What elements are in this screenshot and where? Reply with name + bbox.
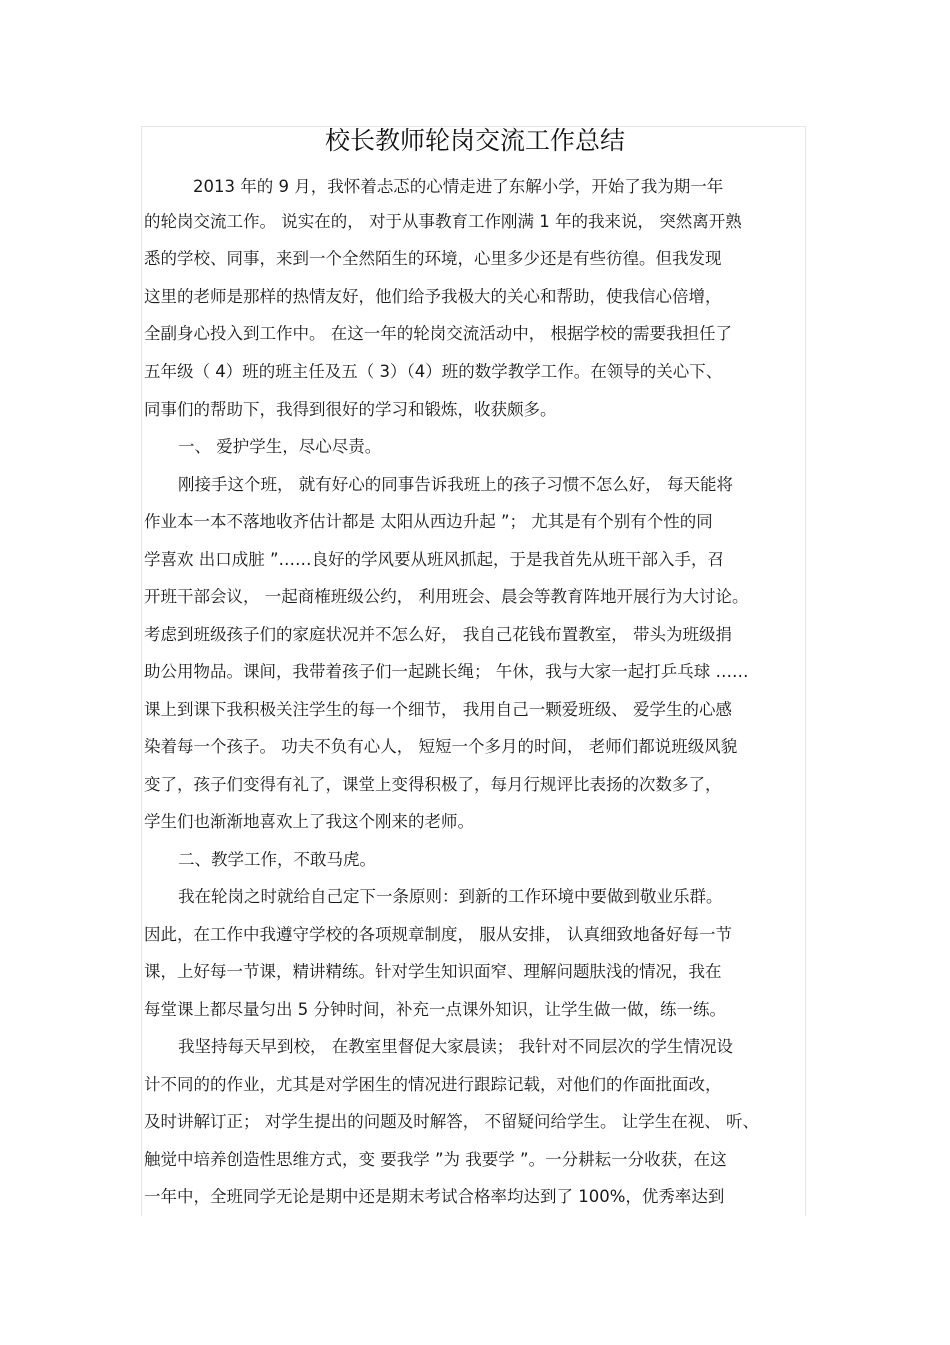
paragraph-line: 助公用物品。课间，我带着孩子们一起跳长绳； 午休，我与大家一起打乒乓球 …… <box>144 662 749 681</box>
paragraph-line: 考虑到班级孩子们的家庭状况并不怎么好， 我自己花钱布置教室， 带头为班级捐 <box>144 625 732 644</box>
paragraph-line: 作业本一本不落地收齐估计都是 太阳从西边升起 ”； 尤其是有个别有个性的同 <box>144 512 713 531</box>
paragraph-line: 2013 年的 9 月，我怀着忐忑的心情走进了东解小学，开始了我为期一年 <box>193 177 724 196</box>
paragraph-line: 同事们的帮助下，我得到很好的学习和锻炼，收获颇多。 <box>144 400 557 419</box>
paragraph-line: 刚接手这个班， 就有好心的同事告诉我班上的孩子习惯不怎么好， 每天能将 <box>178 475 733 494</box>
paragraph-line: 悉的学校、同事，来到一个全然陌生的环境，心里多少还是有些彷徨。但我发现 <box>144 249 722 268</box>
paragraph-line: 触觉中培养创造性思维方式，变 要我学 ”为 我要学 ”。一分耕耘一分收获，在这 <box>144 1150 727 1169</box>
section-heading: 一、 爱护学生，尽心尽责。 <box>178 437 382 456</box>
paragraph-line: 开班干部会议， 一起商榷班级公约， 利用班会、晨会等教育阵地开展行为大讨论。 <box>144 587 749 606</box>
paragraph-line: 我在轮岗之时就给自己定下一条原则：到新的工作环境中要做到敬业乐群。 <box>178 887 723 906</box>
paragraph-line: 染着每一个孩子。 功夫不负有心人， 短短一个多月的时间， 老师们都说班级风貌 <box>144 737 738 756</box>
paragraph-line: 这里的老师是那样的热情友好，他们给予我极大的关心和帮助，使我信心倍增， <box>144 287 722 306</box>
section-heading: 二、教学工作，不敢马虎。 <box>178 850 376 869</box>
paragraph-line: 每堂课上都尽量匀出 5 分钟时间，补充一点课外知识，让学生做一做，练一练。 <box>144 1000 726 1019</box>
paragraph-line: 课，上好每一节课，精讲精练。针对学生知识面窄、理解问题肤浅的情况，我在 <box>144 962 722 981</box>
paragraph-line: 学生们也渐渐地喜欢上了我这个刚来的老师。 <box>144 812 474 831</box>
paragraph-line: 我坚持每天早到校， 在教室里督促大家晨读； 我针对不同层次的学生情况设 <box>178 1037 733 1056</box>
paragraph-line: 变了，孩子们变得有礼了，课堂上变得积极了，每月行规评比表扬的次数多了， <box>144 775 722 794</box>
paragraph-line: 五年级（ 4）班的班主任及五（ 3）（4）班的数学教学工作。在领导的关心下、 <box>144 362 723 381</box>
paragraph-line: 及时讲解订正； 对学生提出的问题及时解答， 不留疑问给学生。 让学生在视、 听、 <box>144 1112 759 1131</box>
paragraph-line: 全副身心投入到工作中。 在这一年的轮岗交流活动中， 根据学校的需要我担任了 <box>144 324 732 343</box>
paragraph-line: 因此，在工作中我遵守学校的各项规章制度， 服从安排， 认真细致地备好每一节 <box>144 925 732 944</box>
paragraph-line: 一年中，全班同学无论是期中还是期末考试合格率均达到了 100%，优秀率达到 <box>144 1187 725 1206</box>
document-title: 校长教师轮岗交流工作总结 <box>324 126 625 155</box>
paragraph-line: 课上到课下我积极关注学生的每一个细节， 我用自己一颗爱班级、 爱学生的心感 <box>144 700 732 719</box>
paragraph-line: 的轮岗交流工作。 说实在的， 对于从事教育工作刚满 1 年的我来说， 突然离开熟 <box>144 212 742 231</box>
paragraph-line: 学喜欢 出口成脏 ”……良好的学风要从班风抓起，于是我首先从班干部入手，召 <box>144 550 725 569</box>
paragraph-line: 计不同的的作业，尤其是对学困生的情况进行跟踪记载，对他们的作面批面改， <box>144 1075 722 1094</box>
